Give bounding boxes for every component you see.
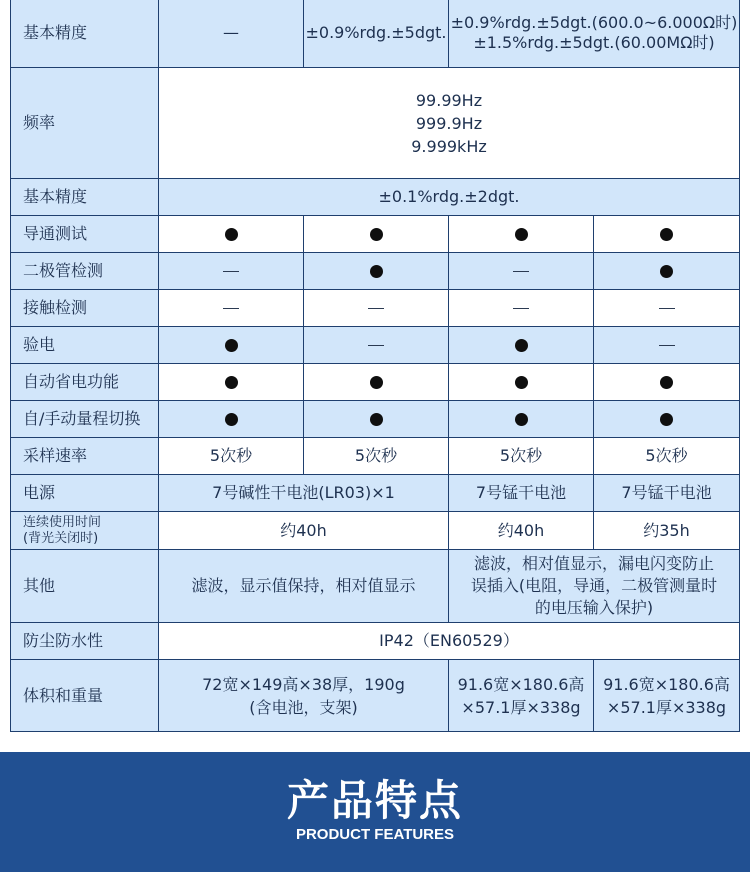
table-cell xyxy=(448,363,594,401)
table-cell xyxy=(593,326,740,364)
cell-text: 5次秒 xyxy=(645,446,688,465)
dash-icon xyxy=(368,308,384,309)
label-text: 自动省电功能 xyxy=(23,372,120,391)
table-cell xyxy=(303,326,449,364)
table-cell xyxy=(158,215,304,253)
table-cell xyxy=(303,289,449,327)
row-label xyxy=(10,437,159,475)
dot-icon xyxy=(660,228,673,241)
table-cell xyxy=(593,215,740,253)
cell-text: 的电压输入保护) xyxy=(534,598,654,617)
row-label xyxy=(10,326,159,364)
dot-icon xyxy=(515,376,528,389)
table-cell xyxy=(158,511,449,550)
table-cell xyxy=(593,289,740,327)
label-text: 导通测试 xyxy=(23,224,88,243)
table-cell xyxy=(448,437,594,475)
table-cell xyxy=(448,326,594,364)
label-text: 体积和重量 xyxy=(23,685,104,705)
cell-text: 99.99Hz xyxy=(415,90,483,110)
row-label xyxy=(10,622,159,660)
cell-text: 7号锰干电池 xyxy=(475,483,567,502)
cell-text: ×57.1厚×338g xyxy=(606,697,727,717)
row-label xyxy=(10,659,159,732)
label-text: 连续使用时间 xyxy=(23,514,102,530)
label-text: 频率 xyxy=(23,113,56,132)
dot-icon xyxy=(370,265,383,278)
cell-text: ±1.5%rdg.±5dgt.(60.00MΩ时) xyxy=(473,33,715,52)
cell-text: 误插入(电阻，导通，二极管测量时 xyxy=(470,576,718,595)
row-label xyxy=(10,474,159,512)
table-cell xyxy=(303,0,449,68)
dot-icon xyxy=(225,413,238,426)
cell-text: 91.6宽×180.6高 xyxy=(457,674,585,694)
row-label xyxy=(10,289,159,327)
table-cell xyxy=(448,511,594,550)
row-label xyxy=(10,178,159,216)
row-label xyxy=(10,67,159,179)
label-text: 基本精度 xyxy=(23,23,88,42)
dot-icon xyxy=(225,228,238,241)
dash-icon xyxy=(513,308,529,309)
row-label xyxy=(10,511,159,550)
label-text: 其他 xyxy=(23,576,56,595)
cell-text: (含电池，支架) xyxy=(249,697,358,717)
table-cell xyxy=(158,252,304,290)
table-cell xyxy=(158,289,304,327)
dot-icon xyxy=(370,413,383,426)
dot-icon xyxy=(660,413,673,426)
row-label xyxy=(10,363,159,401)
table-cell xyxy=(593,363,740,401)
table-cell xyxy=(158,67,740,179)
cell-text: ±0.9%rdg.±5dgt.(600.0~6.000Ω时) xyxy=(450,13,738,32)
row-label xyxy=(10,0,159,68)
table-cell xyxy=(593,252,740,290)
table-cell xyxy=(303,363,449,401)
label-text: 二极管检测 xyxy=(23,261,104,280)
table-cell xyxy=(158,549,449,623)
cell-text: 9.999kHz xyxy=(411,136,487,156)
cell-text: ±0.9%rdg.±5dgt. xyxy=(305,23,447,42)
table-cell xyxy=(448,289,594,327)
cell-text: 5次秒 xyxy=(209,446,253,465)
cell-text: 999.9Hz xyxy=(415,113,483,133)
dot-icon xyxy=(370,228,383,241)
row-label xyxy=(10,252,159,290)
label-text: 基本精度 xyxy=(23,187,88,206)
cell-text: 7号锰干电池 xyxy=(621,483,712,502)
cell-text: 91.6宽×180.6高 xyxy=(603,674,730,694)
table-cell xyxy=(158,0,304,68)
cell-text: 5次秒 xyxy=(354,446,398,465)
table-cell xyxy=(158,437,304,475)
dot-icon xyxy=(370,376,383,389)
dot-icon xyxy=(515,228,528,241)
table-cell xyxy=(448,474,594,512)
table-cell xyxy=(158,326,304,364)
dot-icon xyxy=(515,413,528,426)
table-cell xyxy=(448,400,594,438)
table-cell xyxy=(448,0,740,68)
row-label xyxy=(10,549,159,623)
row-label xyxy=(10,215,159,253)
table-cell xyxy=(593,474,740,512)
cell-text: 滤波，相对值显示，漏电闪变防止 xyxy=(473,554,714,573)
table-cell xyxy=(303,437,449,475)
dash-icon xyxy=(513,271,529,272)
label-text: 自/手动量程切换 xyxy=(23,409,141,428)
cell-text: 5次秒 xyxy=(499,446,543,465)
table-cell xyxy=(158,474,449,512)
label-text: 接触检测 xyxy=(23,298,88,317)
cell-text: 约40h xyxy=(497,520,545,540)
table-cell xyxy=(158,400,304,438)
dash-icon xyxy=(223,271,239,272)
label-text: 电源 xyxy=(23,483,56,502)
table-cell xyxy=(448,659,594,732)
table-cell xyxy=(303,400,449,438)
table-cell xyxy=(303,215,449,253)
table-cell xyxy=(593,659,740,732)
cell-text: 约35h xyxy=(643,520,690,540)
cell-text: 72宽×149高×38厚，190g xyxy=(202,674,405,694)
dot-icon xyxy=(225,376,238,389)
dot-icon xyxy=(515,339,528,352)
table-cell xyxy=(448,549,740,623)
dash-icon xyxy=(223,308,239,309)
table-cell xyxy=(158,659,449,732)
row-label xyxy=(10,400,159,438)
label-text: 验电 xyxy=(23,335,56,354)
label-text: 防尘防水性 xyxy=(23,631,104,650)
features-subtitle: PRODUCT FEATURES xyxy=(295,826,455,843)
cell-text: 滤波，显示值保持，相对值显示 xyxy=(191,576,416,595)
dot-icon xyxy=(225,339,238,352)
table-cell xyxy=(448,252,594,290)
cell-text: 7号碱性干电池(LR03)×1 xyxy=(212,483,395,502)
dash-icon xyxy=(659,345,675,346)
label-text: 采样速率 xyxy=(23,446,88,465)
table-cell xyxy=(158,622,740,660)
table-cell xyxy=(448,215,594,253)
features-title: 产品特点 xyxy=(286,776,463,825)
dot-icon xyxy=(660,265,673,278)
cell-text: 约40h xyxy=(280,520,327,540)
table-cell xyxy=(593,437,740,475)
table-cell xyxy=(593,511,740,550)
table-cell xyxy=(158,363,304,401)
cell-text: IP42（EN60529） xyxy=(379,631,519,650)
cell-text: ×57.1厚×338g xyxy=(461,697,581,717)
cell-text: ±0.1%rdg.±2dgt. xyxy=(378,187,520,206)
dash-icon xyxy=(368,345,384,346)
label-text: (背光关闭时) xyxy=(23,530,99,546)
dash-icon xyxy=(659,308,675,309)
table-cell xyxy=(303,252,449,290)
table-cell xyxy=(158,178,740,216)
dot-icon xyxy=(660,376,673,389)
cell-text: — xyxy=(223,23,239,42)
table-cell xyxy=(593,400,740,438)
